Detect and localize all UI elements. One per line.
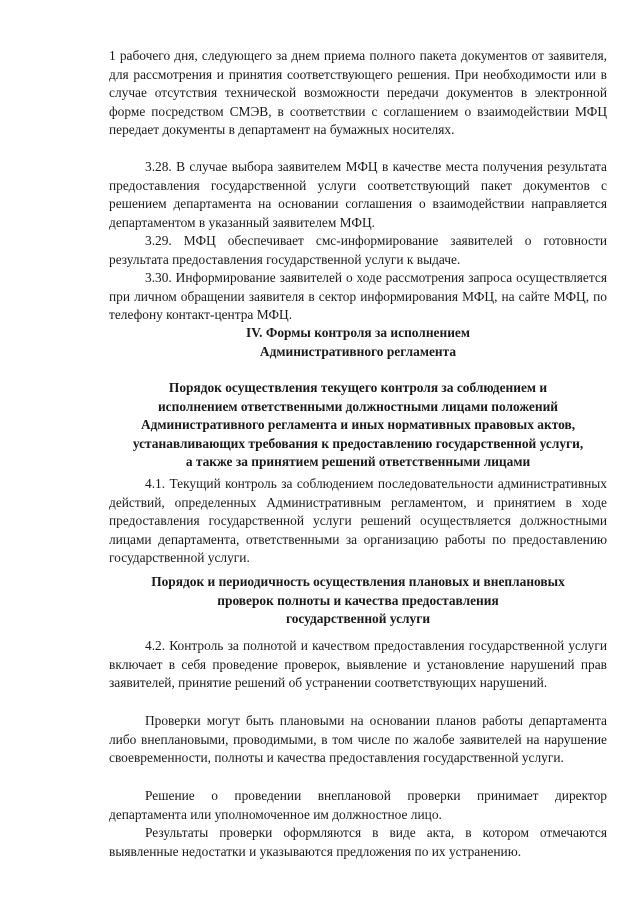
heading-planned-checks: [109, 573, 607, 629]
paragraph-mfc-transfer: 1 рабочего дня, следующего за днем приема полного пакета документов от заявителя, для рассмотрения и принятия соответствующего решения. При необходимости или в случае отсутствия технической возможности передачи документов в электронной форме посредством СМЭВ, в соответствии с соглашением о взаимодействии МФЦ передает документы в департамент на бумажных носителях.: [109, 48, 607, 138]
heading-line: Административного регламента и иных нормативных правовых актов,: [140, 417, 576, 433]
heading-line: устанавливающих требования к предоставлению государственной услуги,: [132, 435, 584, 451]
paragraph-3-30: 3.30. Информирование заявителей о ходе рассмотрения запроса осуществляется при личном обращении заявителя в сектор информирования МФЦ, на сайте МФЦ, по телефону контакт-центра МФЦ.: [109, 270, 607, 323]
heading-line: проверок полноты и качества предоставления: [217, 592, 499, 608]
heading-section-iv: [109, 324, 607, 361]
paragraph-checks-types: Проверки могут быть плановыми на основании планов работы департамента либо внеплановыми, проводимыми, в том числе по жалобе заявителей на нарушение своевременности, полноты и качества предоставления государственной услуги.: [109, 713, 607, 766]
paragraph-check-results: Результаты проверки оформляются в виде акта, в котором отмечаются выявленные недостатки и указываются предложения по их устранению.: [109, 825, 607, 859]
heading-line: а также за принятием решений ответственными лицами: [185, 454, 531, 470]
paragraph-4-2: 4.2. Контроль за полнотой и качеством предоставления государственной услуги включает в себя проведение проверок, выявление и установление нарушений прав заявителей, принятие решений об устранении соответствующих нарушений.: [109, 638, 607, 691]
paragraph-4-1: 4.1. Текущий контроль за соблюдением последовательности административных действий, определенных Административным регламентом, и принятием в ходе предоставления государственной услуги решений осуществляется должностными лицами департамента, ответственными за организацию работы по предоставлению государственной услуги.: [109, 476, 607, 566]
paragraph-3-29: 3.29. МФЦ обеспечивает смс-информирование заявителей о готовности результата предоставления государственной услуги к выдаче.: [109, 233, 607, 267]
heading-line: Порядок осуществления текущего контроля за соблюдением и: [168, 380, 548, 395]
paragraph-3-28: 3.28. В случае выбора заявителем МФЦ в качестве места получения результата предоставления государственной услуги соответствующий пакет документов с решением департамента на основании соглашения о взаимодействии направляется департаментом в указанный заявителем МФЦ.: [109, 159, 607, 230]
heading-line: государственной услуги: [285, 611, 431, 627]
heading-line: IV. Формы контроля за исполнением: [246, 325, 470, 340]
heading-line: Порядок и периодичность осуществления плановых и внеплановых: [151, 574, 565, 589]
heading-current-control: [109, 379, 607, 472]
paragraph-unscheduled-decision: Решение о проведении внеплановой проверки принимает директор департамента или уполномоченное им должностное лицо.: [109, 788, 607, 822]
heading-line: исполнением ответственными должностными лицами положений: [157, 398, 559, 414]
heading-line: Административного регламента: [259, 343, 457, 359]
